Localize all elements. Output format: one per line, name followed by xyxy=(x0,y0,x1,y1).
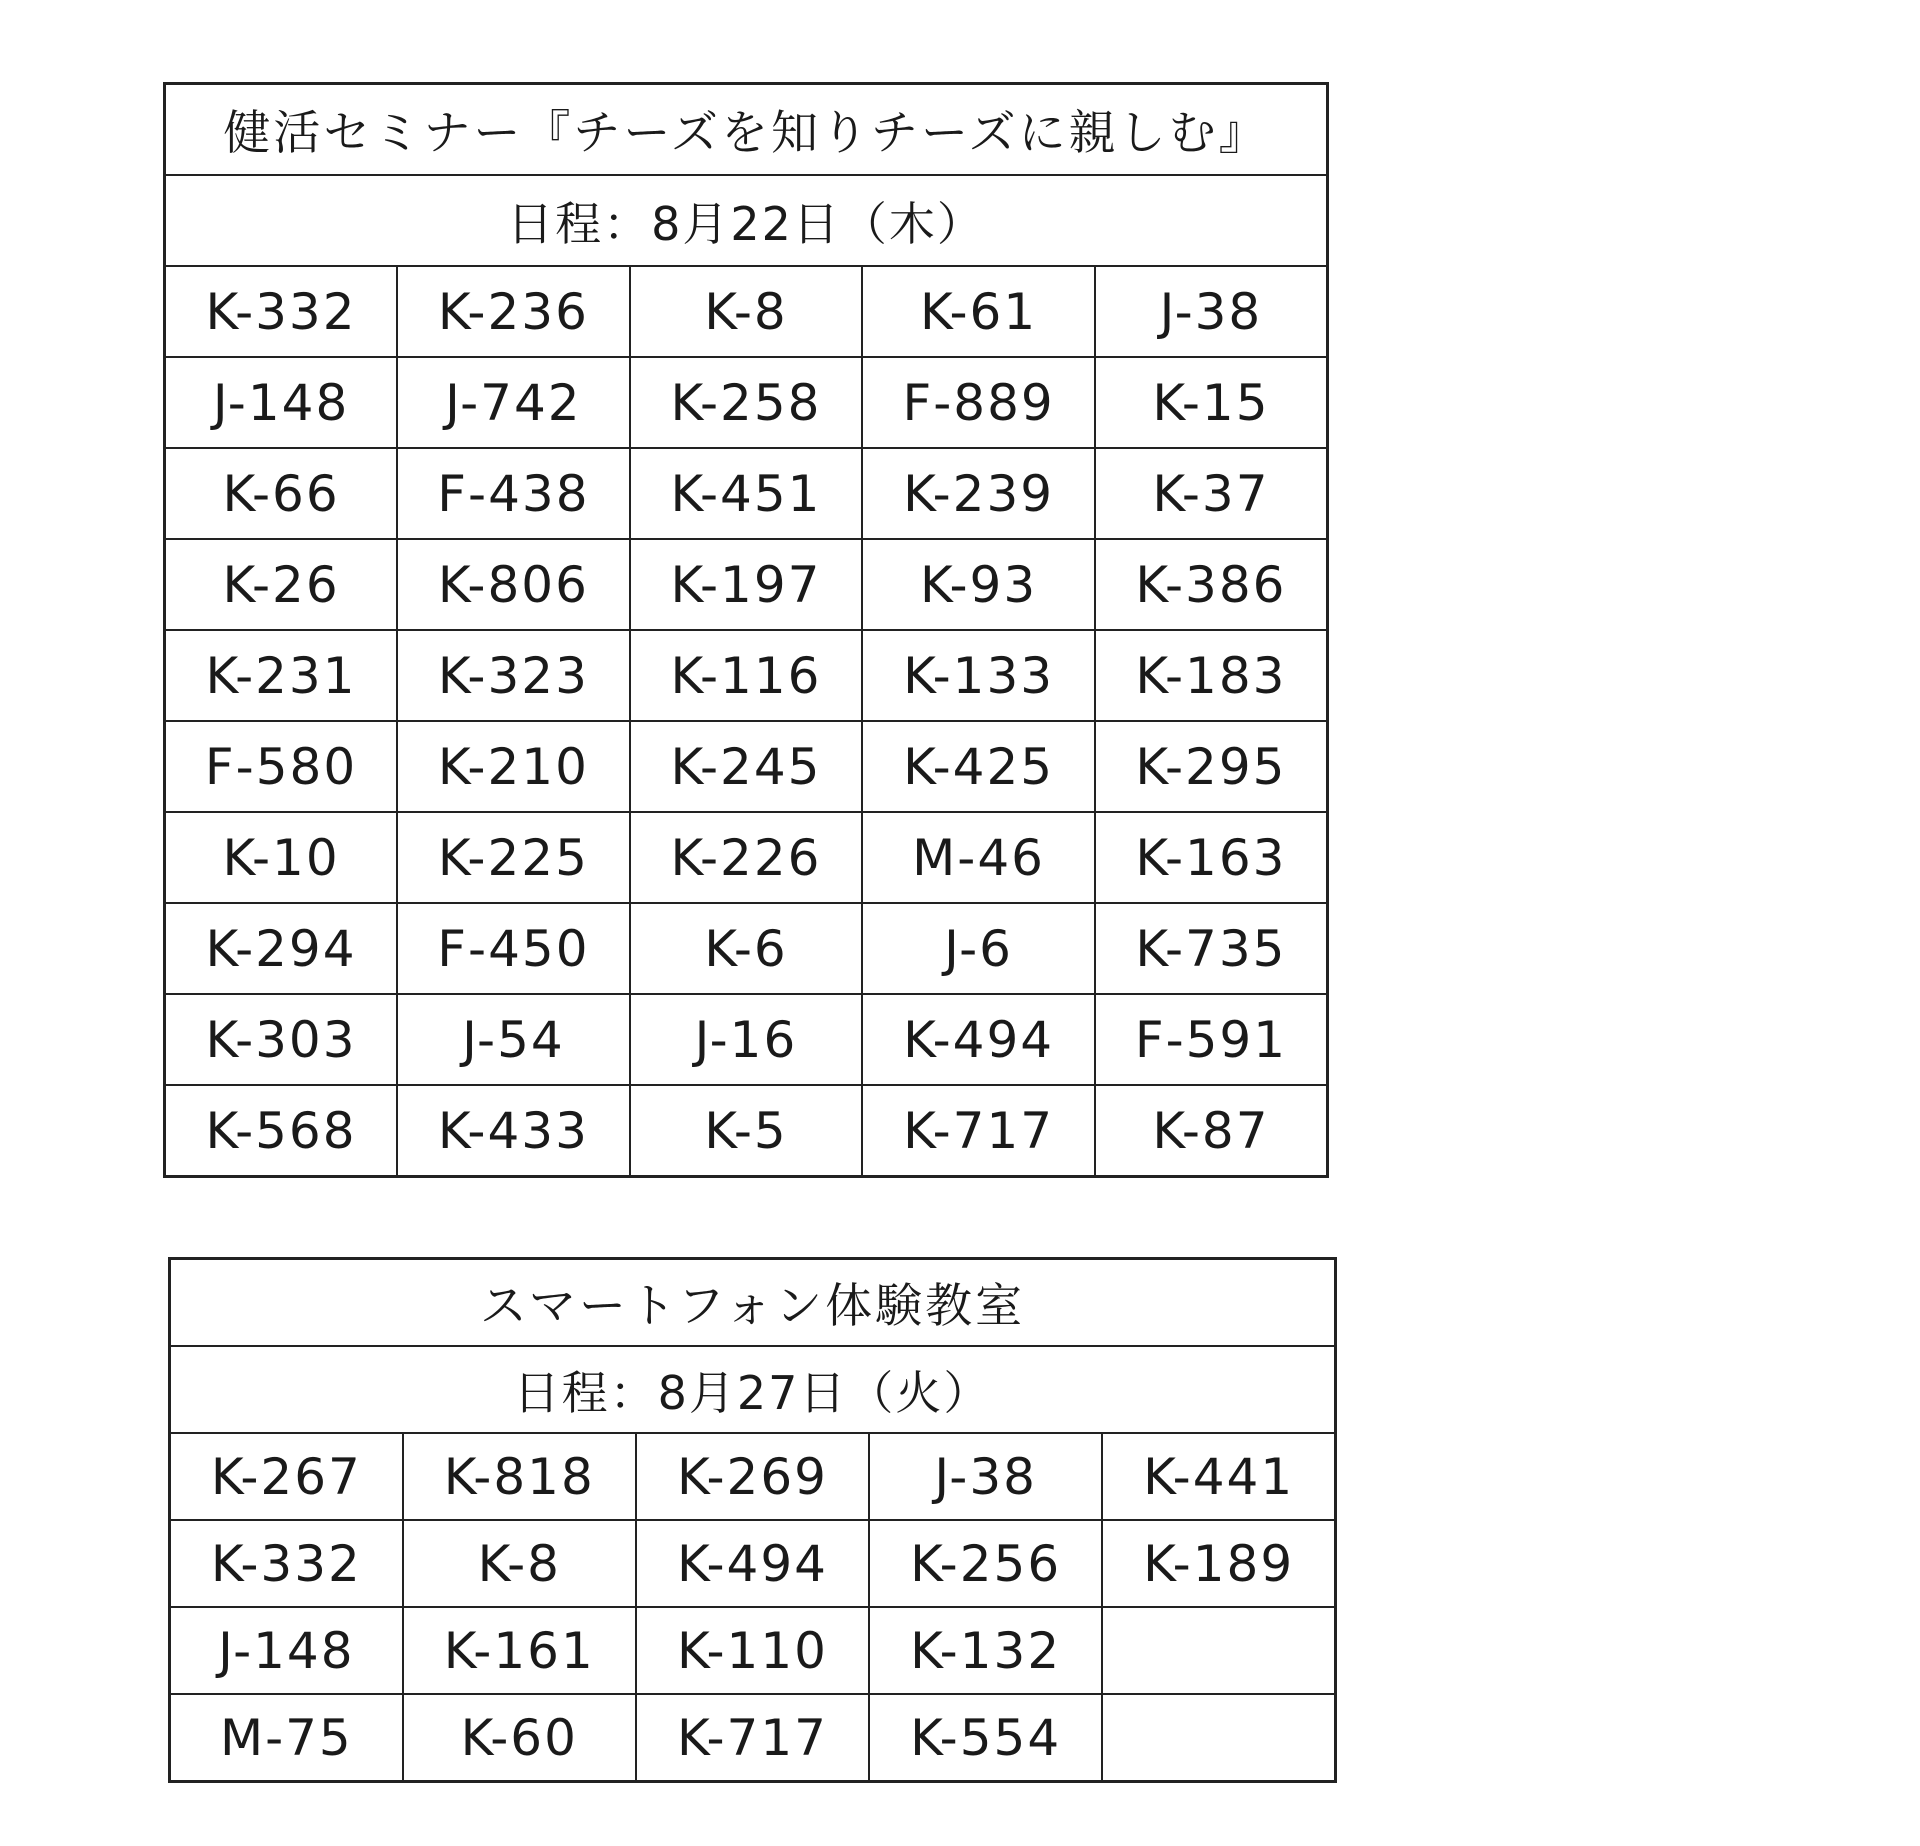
table-cell: K-61 xyxy=(862,266,1095,357)
table-cell: K-735 xyxy=(1095,903,1328,994)
table-cell: F-591 xyxy=(1095,994,1328,1085)
table-cell: K-26 xyxy=(165,539,398,630)
table-cell: K-236 xyxy=(397,266,630,357)
table-row xyxy=(165,994,1328,1085)
table-cell: K-332 xyxy=(165,266,398,357)
table-cell: K-161 xyxy=(403,1607,636,1694)
table-cell: K-294 xyxy=(165,903,398,994)
table-row xyxy=(170,1433,1336,1520)
table-cell: K-226 xyxy=(630,812,863,903)
table-cell: K-267 xyxy=(170,1433,403,1520)
table-cell: K-441 xyxy=(1102,1433,1335,1520)
table-cell: J-148 xyxy=(165,357,398,448)
table-cell xyxy=(1102,1607,1335,1694)
table-cell: K-197 xyxy=(630,539,863,630)
table-cell: K-425 xyxy=(862,721,1095,812)
table-cell: K-5 xyxy=(630,1085,863,1177)
table-cell: K-332 xyxy=(170,1520,403,1607)
table-row xyxy=(165,630,1328,721)
table-cell: K-554 xyxy=(869,1694,1102,1782)
table-cell: J-38 xyxy=(1095,266,1328,357)
table-cell: K-303 xyxy=(165,994,398,1085)
table-cell: K-568 xyxy=(165,1085,398,1177)
table-cell: K-87 xyxy=(1095,1085,1328,1177)
table-cell: K-717 xyxy=(636,1694,869,1782)
table-row xyxy=(170,1694,1336,1782)
table-cell: J-6 xyxy=(862,903,1095,994)
table-cell: K-256 xyxy=(869,1520,1102,1607)
table-cell: K-323 xyxy=(397,630,630,721)
seminar-table xyxy=(163,82,1329,1178)
table-row xyxy=(165,539,1328,630)
table-cell: K-210 xyxy=(397,721,630,812)
smartphone-table xyxy=(168,1257,1337,1783)
table-cell: K-60 xyxy=(403,1694,636,1782)
table-cell: M-75 xyxy=(170,1694,403,1782)
table-row xyxy=(165,448,1328,539)
table-cell: K-183 xyxy=(1095,630,1328,721)
table-cell: K-116 xyxy=(630,630,863,721)
table-cell: J-54 xyxy=(397,994,630,1085)
smartphone-date-row xyxy=(170,1346,1336,1433)
table-cell: K-433 xyxy=(397,1085,630,1177)
table-row xyxy=(170,1607,1336,1694)
table-cell: K-132 xyxy=(869,1607,1102,1694)
table-row xyxy=(165,266,1328,357)
table-cell: K-295 xyxy=(1095,721,1328,812)
table-row xyxy=(165,1085,1328,1177)
table-cell: K-66 xyxy=(165,448,398,539)
table-cell: K-239 xyxy=(862,448,1095,539)
table-cell: K-163 xyxy=(1095,812,1328,903)
table-cell: K-245 xyxy=(630,721,863,812)
table-cell: K-494 xyxy=(636,1520,869,1607)
table-cell: F-438 xyxy=(397,448,630,539)
table-cell: K-269 xyxy=(636,1433,869,1520)
table-cell: K-225 xyxy=(397,812,630,903)
smartphone-title: スマートフォン体験教室 xyxy=(170,1259,1336,1347)
table-cell: K-818 xyxy=(403,1433,636,1520)
seminar-date: 日程：8月22日（木） xyxy=(165,175,1328,266)
table-cell: K-806 xyxy=(397,539,630,630)
table-cell: K-386 xyxy=(1095,539,1328,630)
table-cell: K-8 xyxy=(630,266,863,357)
smartphone-title-row xyxy=(170,1259,1336,1347)
table-row xyxy=(170,1520,1336,1607)
seminar-title-row xyxy=(165,84,1328,176)
table-cell: K-231 xyxy=(165,630,398,721)
table-cell: K-494 xyxy=(862,994,1095,1085)
table-cell: K-451 xyxy=(630,448,863,539)
table-cell: K-110 xyxy=(636,1607,869,1694)
table-cell: M-46 xyxy=(862,812,1095,903)
table-row xyxy=(165,721,1328,812)
table-row xyxy=(165,812,1328,903)
table-cell: F-580 xyxy=(165,721,398,812)
table-cell: J-742 xyxy=(397,357,630,448)
table-cell: K-258 xyxy=(630,357,863,448)
table-row xyxy=(165,357,1328,448)
table-row xyxy=(165,903,1328,994)
table-cell: F-450 xyxy=(397,903,630,994)
table-cell: K-6 xyxy=(630,903,863,994)
table-cell: K-189 xyxy=(1102,1520,1335,1607)
table-cell: J-38 xyxy=(869,1433,1102,1520)
table-cell: K-10 xyxy=(165,812,398,903)
table-cell: J-148 xyxy=(170,1607,403,1694)
table-cell: K-93 xyxy=(862,539,1095,630)
table-cell: K-15 xyxy=(1095,357,1328,448)
table-cell: K-717 xyxy=(862,1085,1095,1177)
seminar-date-row xyxy=(165,175,1328,266)
table-cell: F-889 xyxy=(862,357,1095,448)
table-cell: K-37 xyxy=(1095,448,1328,539)
table-cell: J-16 xyxy=(630,994,863,1085)
seminar-title: 健活セミナー『チーズを知りチーズに親しむ』 xyxy=(165,84,1328,176)
table-cell: K-133 xyxy=(862,630,1095,721)
table-cell: K-8 xyxy=(403,1520,636,1607)
smartphone-date: 日程：8月27日（火） xyxy=(170,1346,1336,1433)
table-cell xyxy=(1102,1694,1335,1782)
